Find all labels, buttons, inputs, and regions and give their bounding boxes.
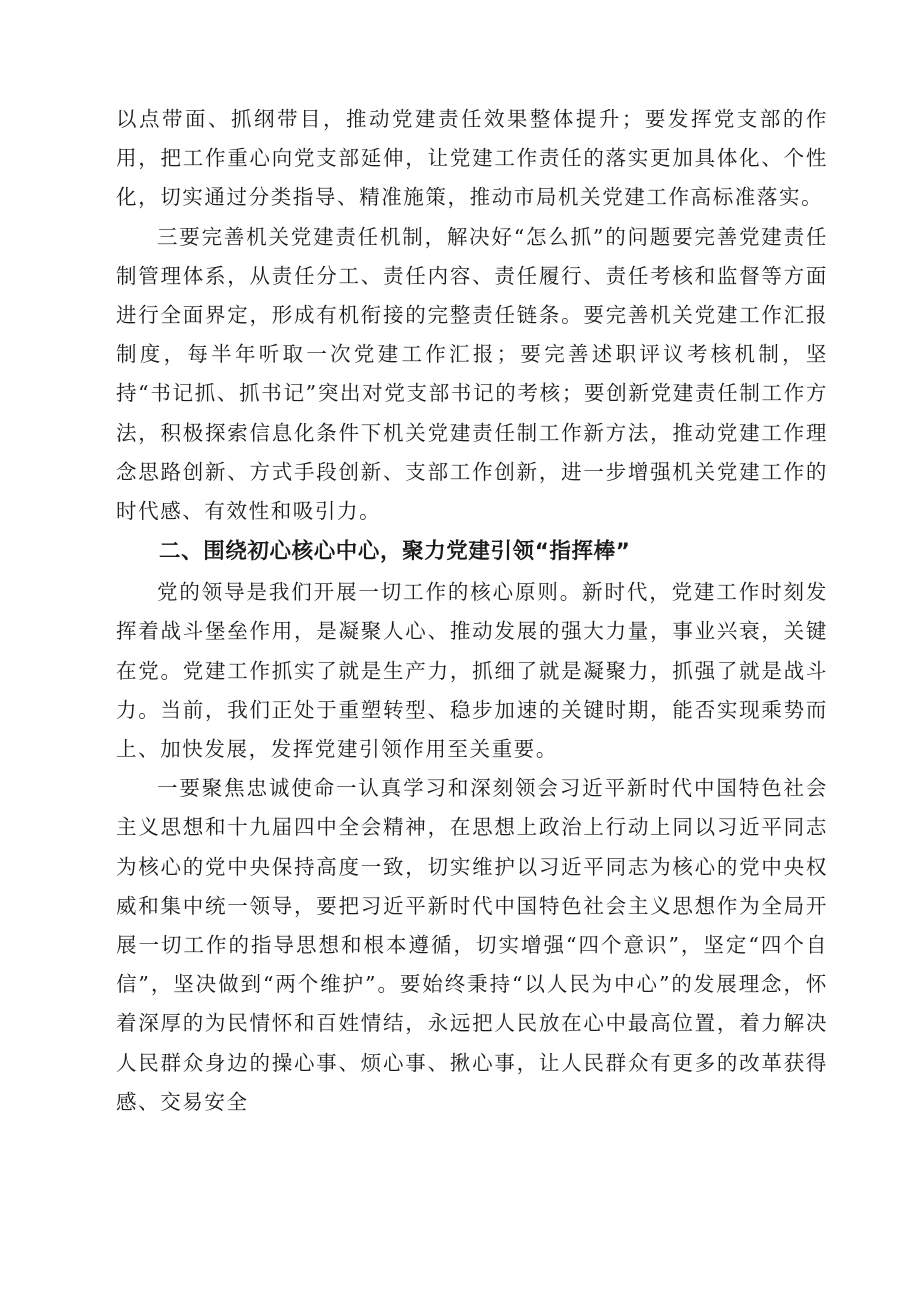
paragraph-continuation: 以点带面、抓纲带目，推动党建责任效果整体提升；要发挥党支部的作用，把工作重心向党支部延伸，让党建工作责任的落实更加具体化、个性化，切实通过分类指导、精准施策，推动市局机关党建工作高标准落实。 (116, 107, 828, 210)
paragraph-responsibility-mechanism: 三要完善机关党建责任机制，解决好“怎么抓”的问题要完善党建责任制管理体系，从责任分工、责任内容、责任履行、责任考核和监督等方面进行全面界定，形成有机衔接的完整责任链条。要完善机关党建工作汇报制度，每半年听取一次党建工作汇报；要完善述职评议考核机制，坚持“书记抓、抓书记”突出对党支部书记的考核；要创新党建责任制工作方法，积极探索信息化条件下机关党建责任制工作新方法，推动党建工作理念思路创新、方式手段创新、支部工作创新，进一步增强机关党建工作的时代感、有效性和吸引力。 (116, 224, 828, 524)
paragraph-party-leadership: 党的领导是我们开展一切工作的核心原则。新时代，党建工作时刻发挥着战斗堡垒作用，是凝聚人心、推动发展的强大力量，事业兴衰，关键在党。党建工作抓实了就是生产力，抓细了就是凝聚力，抓强了就是战斗力。当前，我们正处于重塑转型、稳步加速的关键时期，能否实现乘势而上、加快发展，发挥党建引领作用至关重要。 (116, 580, 828, 762)
paragraph-loyal-mission: 一要聚焦忠诚使命一认真学习和深刻领会习近平新时代中国特色社会主义思想和十九届四中全会精神，在思想上政治上行动上同以习近平同志为核心的党中央保持高度一致，切实维护以习近平同志为核心的党中央权威和集中统一领导，要把习近平新时代中国特色社会主义思想作为全局开展一切工作的指导思想和根本遵循，切实增强“四个意识”，坚定“四个自信”，坚决做到“两个维护”。要始终秉持“以人民为中心”的发展理念，怀着深厚的为民情怀和百姓情结，永远把人民放在心中最高位置，着力解决人民群众身边的操心事、烦心事、揪心事，让人民群众有更多的改革获得感、交易安全 (116, 776, 828, 1114)
document-body (116, 100, 828, 1122)
section-heading: 二、围绕初心核心中心，聚力党建引领“指挥棒” (159, 539, 631, 565)
